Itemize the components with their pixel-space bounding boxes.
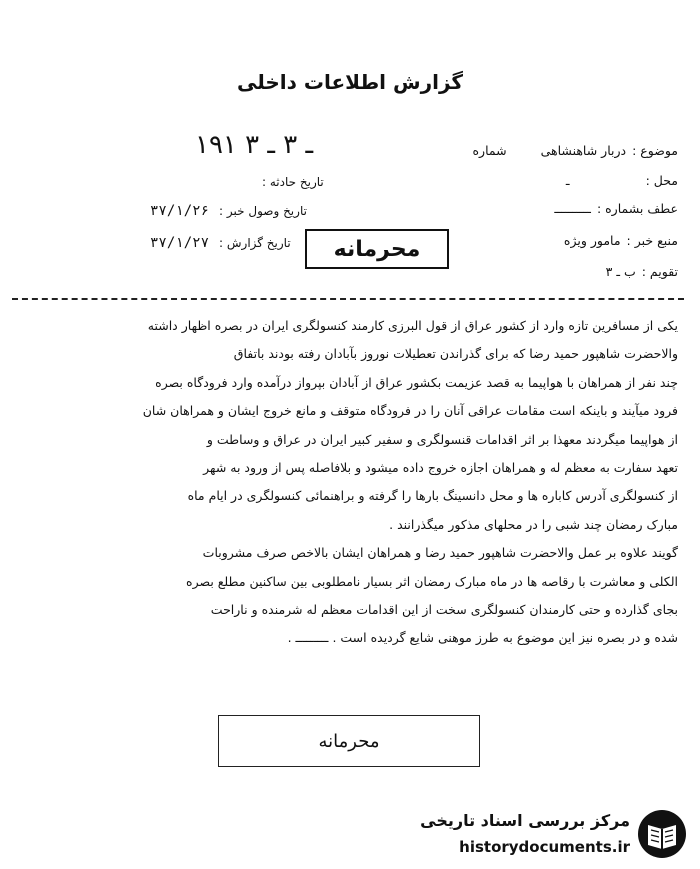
received-date-field xyxy=(150,203,307,219)
received-date-value: ۳۷/۱/۲۶ xyxy=(150,203,210,219)
subject-field xyxy=(472,143,678,158)
report-date-field xyxy=(150,235,291,251)
body-line: چند نفر از همراهان با هواپیما به قصد عزیمت بکشور عراق از آبادان بپرواز درآمده وارد فرودگاه بصره xyxy=(155,374,678,390)
place-label: محل : xyxy=(645,173,678,188)
watermark-org-name: مرکز بررسی اسناد تاریخی xyxy=(420,811,630,830)
attach-value: ــــــــــ xyxy=(554,201,591,216)
calendar-field xyxy=(606,264,678,279)
incident-date-field xyxy=(262,175,324,189)
book-logo-icon xyxy=(636,807,688,861)
watermark xyxy=(418,805,688,863)
confidential-stamp: محرمانه xyxy=(305,229,449,269)
body-line: مبارک رمضان چند شبی را در محلهای مذکور میگذرانند . xyxy=(389,516,678,532)
number-label: شماره xyxy=(472,143,507,158)
calendar-value: ب ـ ۳ xyxy=(605,264,636,279)
body-line: فرود میآیند و باینکه است مقامات عراقی آنان را در فرودگاه متوقف و مانع خروج ایشان و همراهان شان xyxy=(142,403,678,419)
dashed-divider xyxy=(12,298,684,300)
source-value: مامور ویژه xyxy=(563,233,621,248)
place-value: ـ xyxy=(565,173,570,188)
report-body xyxy=(18,312,678,653)
subject-value: دربار شاهنشاهی xyxy=(540,143,627,158)
body-line: یکی از مسافرین تازه وارد از کشور عراق از قول البرزی کارمند کنسولگری ایران در بصره اظهار داشته xyxy=(147,318,678,333)
source-label: منبع خبر : xyxy=(626,233,678,248)
calendar-label: تقویم : xyxy=(641,264,678,279)
body-line: از کنسولگری آدرس کاباره ها و محل دانسینگ بارها را گرفته و براهنمائی کنسولگری در ایام ماه xyxy=(187,488,678,504)
source-field xyxy=(564,233,678,248)
body-line: والاحضرت شاهپور حمید رضا که برای گذراندن تعطیلات نوروز بآبادان رفته بودند باتفاق xyxy=(233,346,678,362)
subject-label: موضوع : xyxy=(632,143,678,158)
incident-date-label: تاریخ حادثه : xyxy=(262,175,324,189)
body-line: گویند علاوه بر عمل والاحضرت شاهپور حمید رضا و همراهان ایشان بالاخص صرف مشروبات xyxy=(202,545,678,561)
report-date-value: ۳۷/۱/۲۷ xyxy=(150,235,210,251)
body-line: الکلی و معاشرت با رقاصه ها در ماه مبارک رمضان اثر بسیار نامطلوبی بین ساکنین مطلع بصره xyxy=(186,573,678,589)
watermark-website: historydocuments.ir xyxy=(459,838,630,856)
body-line: از هواپیما میگردند معهذا بر اثر اقدامات قنسولگری و سفیر کبیر ایران در عراق و وساطت و xyxy=(206,431,678,447)
body-line: تعهد سفارت به معظم له و همراهان اجازه خروج داده میشود و بلافاصله پس از ورود به شهر xyxy=(203,460,678,476)
place-field xyxy=(566,173,678,188)
attach-label: عطف بشماره : xyxy=(596,201,678,216)
body-line: شده و در بصره نیز این موضوع به طرز موهنی شایع گردیده است . ـــــــــ . xyxy=(287,630,678,646)
received-date-label: تاریخ وصول خبر : xyxy=(219,204,307,218)
report-date-label: تاریخ گزارش : xyxy=(219,236,291,250)
document-number: ۱۹۱ ـ ۳ ـ ۳ xyxy=(195,130,314,160)
document-title: گزارش اطلاعات داخلی xyxy=(236,70,464,94)
bottom-confidential-stamp: محرمانه xyxy=(218,715,480,767)
attach-field xyxy=(554,201,678,216)
body-line: بجای گذارده و حتی کارمندان کنسولگری سخت از این اقدامات معظم له شرمنده و ناراحت xyxy=(210,602,678,618)
